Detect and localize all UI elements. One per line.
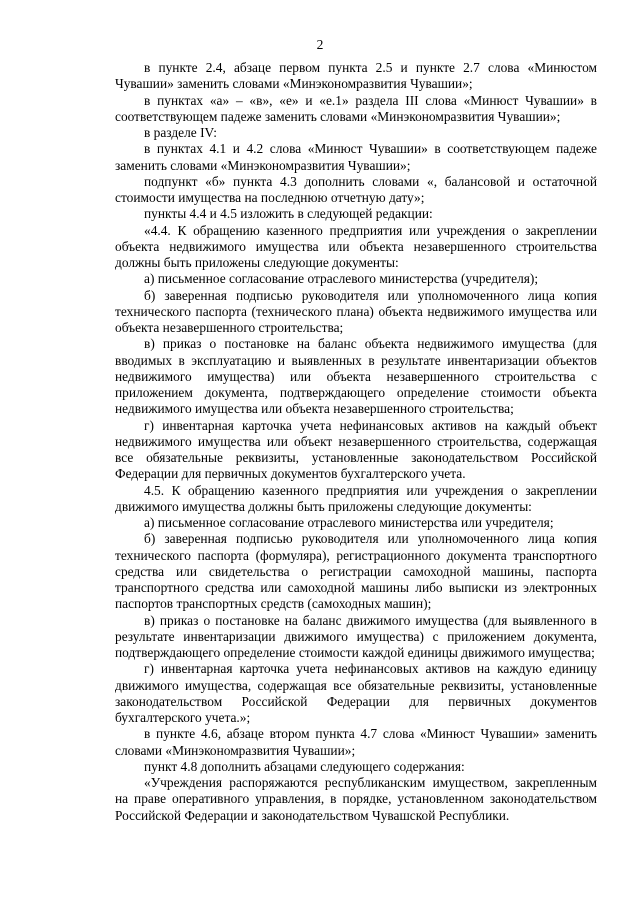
- paragraph: «Учреждения распоряжаются республиканским имуществом, закрепленным на праве оперативного управления, в порядке, установленном законодательством Российской Федерации и законодательством Чувашской Республики.: [115, 775, 597, 823]
- paragraph: «4.4. К обращению казенного предприятия или учреждения о закреплении объекта недвижимого имущества или объекта незавершенного строительства должны быть приложены следующие документы:: [115, 222, 597, 270]
- document-body: [115, 60, 597, 824]
- paragraph: а) письменное согласование отраслевого министерства (учредителя);: [144, 271, 539, 287]
- page-number: 2: [316, 37, 324, 52]
- paragraph: пункты 4.4 и 4.5 изложить в следующей редакции:: [144, 206, 433, 222]
- paragraph: б) заверенная подписью руководителя или уполномоченного лица копия технического паспорта (формуляра), регистрационного документа транспортного средства или свидетельства о регистрации самоходной машины, паспорта транспортного средства или самоходной машины либо выписки из электронных паспортов транспортных средств (самоходных машин);: [115, 531, 597, 612]
- paragraph: в разделе IV:: [144, 125, 217, 140]
- paragraph: в) приказ о постановке на баланс движимого имущества (для выявленного в результате инвентаризации движимого имущества) с приложением документа, подтверждающего определение стоимости каждой единицы движимого имущества;: [115, 612, 597, 660]
- paragraph: в пункте 2.4, абзаце первом пункта 2.5 и пункте 2.7 слова «Минюстом Чувашии» заменить словами «Минэкономразвития Чувашии»;: [115, 60, 597, 92]
- paragraph: в пункте 4.6, абзаце втором пункта 4.7 слова «Минюст Чувашии» заменить словами «Минэкономразвития Чувашии»;: [115, 726, 597, 758]
- paragraph: г) инвентарная карточка учета нефинансовых активов на каждую единицу движимого имущества, содержащая все обязательные реквизиты, установленные законодательством Российской Федерации для первичных документов бухгалтерского учета.»;: [115, 661, 597, 725]
- paragraph: г) инвентарная карточка учета нефинансовых активов на каждый объект недвижимого имущества или объект незавершенного строительства, содержащая все обязательные реквизиты, установленные законодательством Российской Федерации для первичных документов бухгалтерского учета.: [115, 417, 597, 482]
- paragraph: в пунктах «а» – «в», «е» и «е.1» раздела III слова «Минюст Чувашии» в соответствующем падеже заменить словами «Минэкономразвития Чувашии»;: [115, 92, 597, 124]
- paragraph: б) заверенная подписью руководителя или уполномоченного лица копия технического паспорта (технического плана) объекта недвижимого имущества или объекта незавершенного строительства;: [115, 287, 597, 335]
- paragraph: подпункт «б» пункта 4.3 дополнить словами «, балансовой и остаточной стоимости имущества на последнюю отчетную дату»;: [115, 173, 597, 205]
- paragraph: 4.5. К обращению казенного предприятия или учреждения о закреплении движимого имущества должны быть приложены следующие документы:: [115, 482, 597, 514]
- paragraph: пункт 4.8 дополнить абзацами следующего содержания:: [144, 758, 465, 774]
- paragraph: а) письменное согласование отраслевого министерства или учредителя;: [144, 515, 554, 530]
- paragraph: в пунктах 4.1 и 4.2 слова «Минюст Чувашии» в соответствующем падеже заменить словами «Минэкономразвития Чувашии»;: [115, 141, 597, 173]
- paragraph: в) приказ о постановке на баланс объекта недвижимого имущества (для вводимых в эксплуатацию и выявленных в результате инвентаризации объектов недвижимого имущества) или объекта незавершенного строительства с приложением документа, подтверждающего определение стоимости объекта недвижимого имущества или объекта незавершенного строительства;: [115, 336, 597, 417]
